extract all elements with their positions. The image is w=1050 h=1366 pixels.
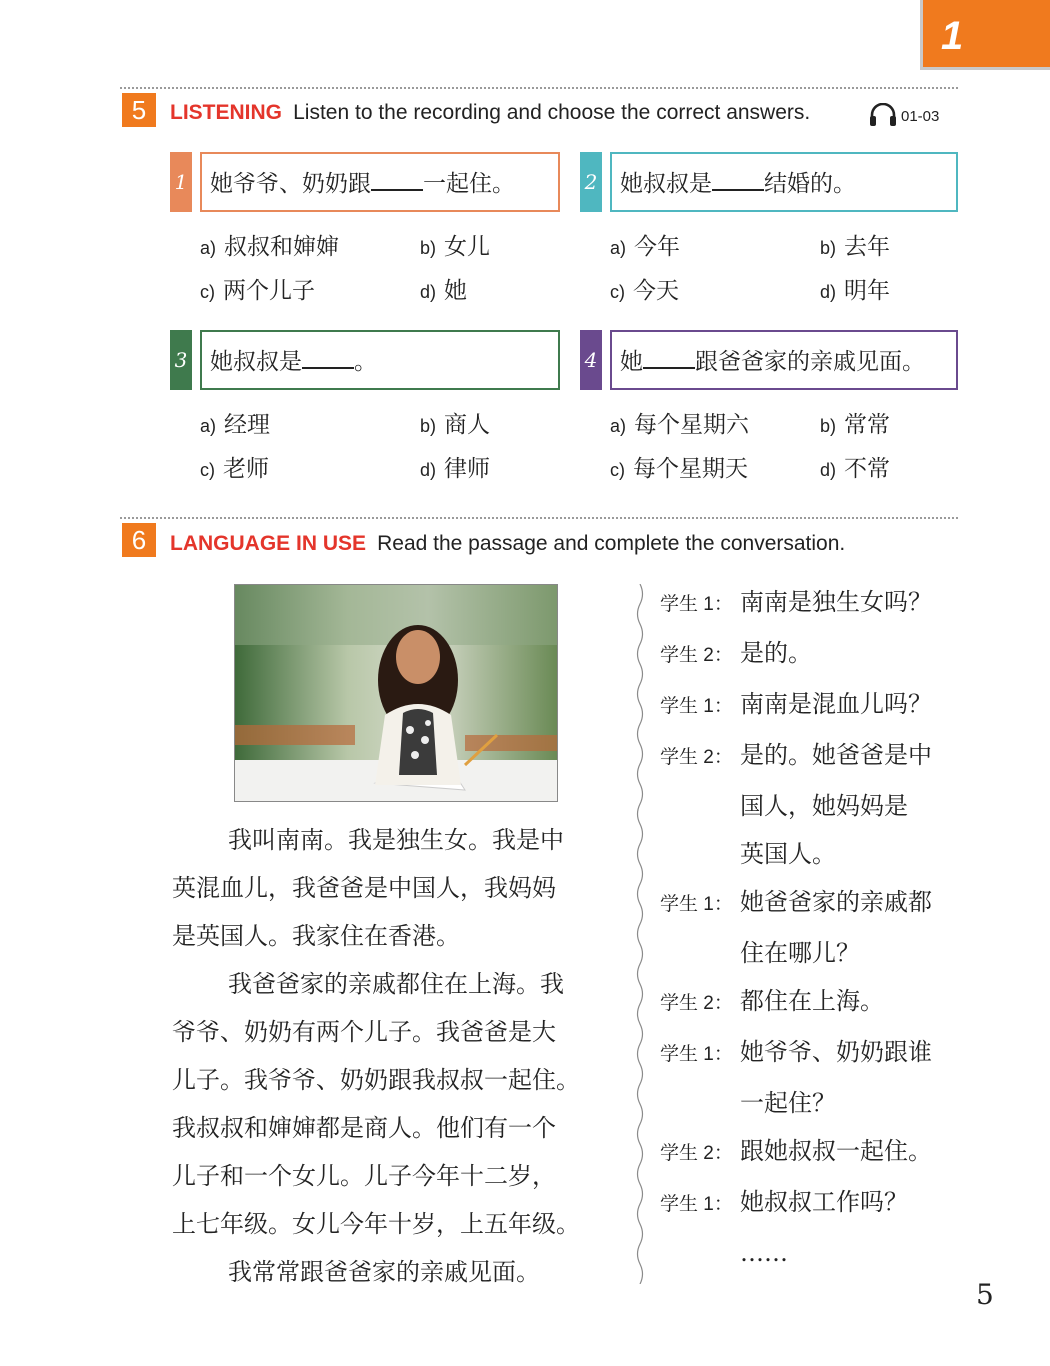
- question-2-pre: 她叔叔是: [620, 171, 712, 197]
- option-text: 每个星期天: [633, 456, 748, 482]
- chapter-tab: [920, 0, 1050, 70]
- question-3-pre: 她叔叔是: [210, 349, 302, 375]
- section-6-number: 6: [122, 523, 156, 557]
- q3-option-c[interactable]: [200, 450, 269, 483]
- q3-option-a[interactable]: [200, 406, 270, 439]
- section-5-number: 5: [122, 93, 156, 127]
- q1-option-a[interactable]: [200, 228, 339, 261]
- dialogue-line: [660, 578, 960, 629]
- option-label: b): [820, 238, 837, 258]
- q2-option-a[interactable]: [610, 228, 680, 261]
- q3-option-d[interactable]: [420, 450, 490, 483]
- q2-option-c[interactable]: [610, 272, 679, 305]
- dialogue-text: 跟她叔叔一起住。: [740, 1137, 932, 1165]
- speaker-label: 学生 2：: [660, 645, 733, 666]
- section-5-header: [170, 101, 810, 125]
- passage-line: 我叔叔和婶婶都是商人。他们有一个: [172, 1114, 556, 1142]
- column-divider: [632, 584, 648, 1284]
- answer-blank[interactable]: [371, 169, 423, 191]
- dialogue-line: [660, 680, 960, 731]
- dialogue-text: 她爸爸家的亲戚都: [740, 888, 932, 916]
- dialogue-text: 是的。她爸爸是中: [740, 741, 932, 769]
- speaker-label: 学生 2：: [660, 747, 733, 768]
- dialogue-text: 一起住？: [740, 1089, 836, 1117]
- option-label: d): [820, 282, 837, 302]
- option-text: 今天: [633, 278, 679, 304]
- speaker-label: 学生 1：: [660, 696, 733, 717]
- dialogue-line: [660, 782, 960, 830]
- q4-option-c[interactable]: [610, 450, 748, 483]
- dialogue-text: 是的。: [740, 639, 812, 667]
- dialogue-text: 她爷爷、奶奶跟谁: [740, 1038, 932, 1066]
- dialogue-text: 她叔叔工作吗？: [740, 1188, 908, 1216]
- question-2-post: 结婚的。: [764, 171, 856, 197]
- dialogue-line: [660, 731, 960, 782]
- speaker-label: 学生 2：: [660, 993, 733, 1014]
- option-label: c): [200, 460, 215, 480]
- q3-option-b[interactable]: [420, 406, 490, 439]
- passage-line: 我叫南南。我是独生女。我是中: [228, 826, 564, 854]
- answer-blank[interactable]: [643, 347, 695, 369]
- question-2: [580, 152, 958, 212]
- passage-line: 儿子。我爷爷、奶奶跟我叔叔一起住。: [172, 1066, 580, 1094]
- reading-passage: [172, 816, 627, 1296]
- question-1-pre: 她爷爷、奶奶跟: [210, 171, 371, 197]
- section-6-keyword: LANGUAGE IN USE: [170, 532, 367, 555]
- question-3-text: [210, 343, 377, 376]
- option-label: a): [610, 238, 627, 258]
- dialogue-text: ……: [740, 1239, 788, 1267]
- speaker-label: 学生 1：: [660, 1044, 733, 1065]
- dialogue-text: 国人，她妈妈是: [740, 792, 908, 820]
- option-text: 女儿: [444, 234, 491, 260]
- section-divider: [120, 517, 958, 519]
- option-text: 每个星期六: [634, 412, 750, 438]
- dialogue-text: 住在哪儿？: [740, 939, 860, 967]
- option-text: 老师: [223, 456, 269, 482]
- q4-option-a[interactable]: [610, 406, 749, 439]
- q4-option-b[interactable]: [820, 406, 890, 439]
- option-text: 今年: [634, 234, 681, 260]
- question-1: [170, 152, 560, 212]
- q1-option-c[interactable]: [200, 272, 315, 305]
- option-text: 经理: [224, 412, 271, 438]
- dialogue-text: 南南是混血儿吗？: [740, 690, 932, 718]
- option-text: 不常: [844, 456, 891, 482]
- option-label: b): [420, 238, 437, 258]
- speaker-label: 学生 1：: [660, 1194, 733, 1215]
- option-text: 明年: [844, 278, 891, 304]
- q4-option-d[interactable]: [820, 450, 890, 483]
- answer-blank[interactable]: [302, 347, 354, 369]
- option-text: 两个儿子: [223, 278, 315, 304]
- option-label: d): [820, 460, 837, 480]
- section-6-header: [170, 532, 845, 556]
- option-text: 她: [444, 278, 468, 304]
- dialogue-text: 南南是独生女吗？: [740, 588, 932, 616]
- passage-line: 儿子和一个女儿。儿子今年十二岁，: [172, 1162, 556, 1190]
- dialogue-line: [660, 629, 960, 680]
- option-label: c): [610, 460, 625, 480]
- question-1-text: [210, 165, 515, 198]
- student-photo: [234, 584, 558, 802]
- dialogue-line: [660, 929, 960, 977]
- page-number: 5: [976, 1278, 994, 1311]
- audio-track-number: 01-03: [901, 108, 940, 125]
- dialogue-line: [660, 830, 960, 878]
- option-label: c): [610, 282, 625, 302]
- headphones-icon[interactable]: [868, 103, 898, 127]
- q1-option-d[interactable]: [420, 272, 467, 305]
- question-4-text: [620, 343, 925, 376]
- dialogue-text: 英国人。: [740, 840, 836, 868]
- dialogue-line: [660, 1079, 960, 1127]
- passage-line: 英混血儿，我爸爸是中国人，我妈妈: [172, 874, 556, 902]
- option-label: a): [610, 416, 627, 436]
- question-4: [580, 330, 958, 390]
- chapter-number: 1: [941, 14, 964, 58]
- option-label: b): [820, 416, 837, 436]
- passage-line: 我常常跟爸爸家的亲戚见面。: [228, 1258, 540, 1286]
- question-2-number: 2: [580, 152, 602, 212]
- question-4-number: 4: [580, 330, 602, 390]
- q2-option-b[interactable]: [820, 228, 890, 261]
- passage-line: 我爸爸家的亲戚都住在上海。我: [228, 970, 564, 998]
- dialogue-line: [660, 1127, 960, 1178]
- speaker-label: 学生 1：: [660, 594, 733, 615]
- speaker-label: 学生 2：: [660, 1143, 733, 1164]
- option-label: c): [200, 282, 215, 302]
- option-text: 去年: [844, 234, 891, 260]
- section-divider: [120, 87, 958, 89]
- option-label: a): [200, 416, 217, 436]
- question-3: [170, 330, 560, 390]
- dialogue-line: [660, 1229, 960, 1277]
- wavy-line: [638, 584, 643, 1284]
- question-3-post: 。: [354, 349, 377, 375]
- dialogue-line: [660, 878, 960, 929]
- option-text: 律师: [444, 456, 491, 482]
- section-5-instruction: Listen to the recording and choose the correct answers.: [293, 101, 811, 124]
- speaker-label: 学生 1：: [660, 894, 733, 915]
- dialogue-line: [660, 1178, 960, 1229]
- option-label: d): [420, 460, 437, 480]
- option-label: d): [420, 282, 437, 302]
- dialogue-line: [660, 1028, 960, 1079]
- option-text: 叔叔和婶婶: [224, 234, 340, 260]
- passage-line: 上七年级。女儿今年十岁，上五年级。: [172, 1210, 580, 1238]
- passage-line: 爷爷、奶奶有两个儿子。我爸爸是大: [172, 1018, 556, 1046]
- option-label: a): [200, 238, 217, 258]
- option-text: 商人: [444, 412, 491, 438]
- section-5-keyword: LISTENING: [170, 101, 283, 124]
- option-text: 常常: [844, 412, 891, 438]
- passage-line: 是英国人。我家住在香港。: [172, 922, 460, 950]
- dialogue-line: [660, 977, 960, 1028]
- question-4-pre: 她: [620, 349, 643, 375]
- answer-blank[interactable]: [712, 169, 764, 191]
- conversation: [660, 578, 960, 1277]
- q2-option-d[interactable]: [820, 272, 890, 305]
- question-1-post: 一起住。: [423, 171, 515, 197]
- question-3-number: 3: [170, 330, 192, 390]
- question-1-number: 1: [170, 152, 192, 212]
- option-label: b): [420, 416, 437, 436]
- question-4-post: 跟爸爸家的亲戚见面。: [695, 349, 925, 375]
- question-2-text: [620, 165, 856, 198]
- dialogue-text: 都住在上海。: [740, 987, 884, 1015]
- section-6-instruction: Read the passage and complete the conversation.: [377, 532, 846, 555]
- q1-option-b[interactable]: [420, 228, 490, 261]
